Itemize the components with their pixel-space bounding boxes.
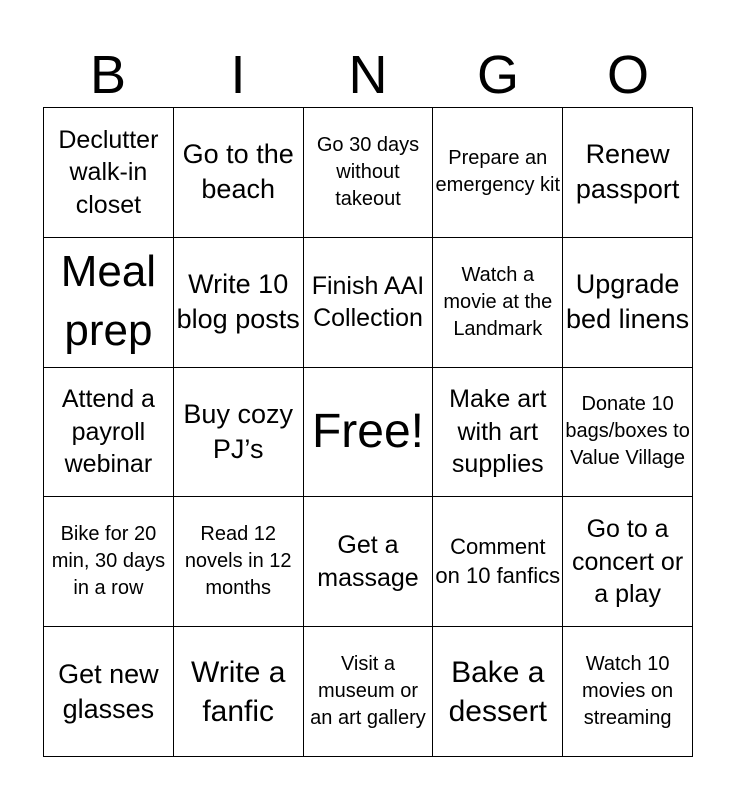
bingo-cell-label: Go to a concert or a play	[572, 515, 684, 609]
bingo-cell[interactable]	[174, 368, 304, 498]
bingo-cell[interactable]	[433, 238, 563, 368]
bingo-cell[interactable]	[563, 238, 693, 368]
bingo-cell[interactable]	[563, 108, 693, 238]
bingo-cell-label: Watch a movie at the Landmark	[443, 263, 553, 340]
bingo-cell[interactable]	[174, 627, 304, 757]
bingo-cell[interactable]	[563, 627, 693, 757]
header-letter-b: B	[89, 45, 127, 105]
bingo-cell-label: Meal prep	[60, 247, 157, 356]
bingo-cell-free[interactable]	[304, 368, 434, 498]
bingo-cell-label: Get new glasses	[58, 658, 159, 724]
bingo-cell-label: Get a massage	[317, 531, 419, 592]
header-letter-n: N	[348, 45, 388, 105]
bingo-cell[interactable]	[304, 497, 434, 627]
bingo-cell[interactable]	[174, 108, 304, 238]
bingo-cell[interactable]	[433, 108, 563, 238]
bingo-cell[interactable]	[433, 627, 563, 757]
bingo-cell[interactable]	[563, 497, 693, 627]
bingo-cell-label: Visit a museum or an art gallery	[310, 653, 426, 730]
bingo-cell-label: Read 12 novels in 12 months	[184, 523, 292, 600]
bingo-cell-label: Finish AAI Collection	[311, 271, 425, 333]
bingo-cell[interactable]	[304, 627, 434, 757]
bingo-cell[interactable]	[304, 238, 434, 368]
bingo-cell-label: Free!	[311, 405, 424, 459]
bingo-cell[interactable]	[44, 108, 174, 238]
bingo-cell[interactable]	[433, 368, 563, 498]
bingo-cell-label: Comment on 10 fanfics	[435, 534, 561, 588]
header-letter-o: O	[606, 45, 649, 105]
bingo-cell[interactable]	[304, 108, 434, 238]
bingo-cell-label: Declutter walk-in closet	[58, 125, 159, 219]
bingo-cell[interactable]	[174, 238, 304, 368]
bingo-cell[interactable]	[44, 627, 174, 757]
bingo-cell-label: Write a fanfic	[190, 655, 286, 728]
bingo-cell-label: Attend a payroll webinar	[61, 385, 155, 479]
bingo-cell-label: Upgrade bed linens	[566, 269, 690, 335]
bingo-cell[interactable]	[44, 238, 174, 368]
bingo-cell-label: Renew passport	[575, 139, 680, 205]
bingo-cell-label: Make art with art supplies	[449, 385, 547, 479]
bingo-cell[interactable]	[44, 368, 174, 498]
bingo-cell-label: Write 10 blog posts	[176, 269, 300, 335]
bingo-header	[43, 42, 693, 108]
header-letter-g: G	[476, 45, 519, 105]
bingo-cell-label: Go 30 days without takeout	[316, 133, 420, 210]
bingo-cell-label: Buy cozy PJ’s	[183, 398, 293, 464]
bingo-cell[interactable]	[433, 497, 563, 627]
bingo-cell-label: Prepare an emergency kit	[435, 147, 561, 197]
header-letter-i: I	[230, 45, 246, 105]
bingo-card-grid	[43, 107, 693, 757]
bingo-cell-label: Bike for 20 min, 30 days in a row	[51, 523, 166, 600]
bingo-cell[interactable]	[44, 497, 174, 627]
bingo-cell[interactable]	[563, 368, 693, 498]
bingo-cell-label: Go to the beach	[182, 139, 294, 205]
bingo-cell-label: Bake a dessert	[448, 655, 547, 728]
bingo-cell-label: Donate 10 bags/boxes to Value Village	[565, 393, 690, 470]
bingo-cell-label: Watch 10 movies on streaming	[582, 653, 674, 730]
bingo-cell[interactable]	[174, 497, 304, 627]
